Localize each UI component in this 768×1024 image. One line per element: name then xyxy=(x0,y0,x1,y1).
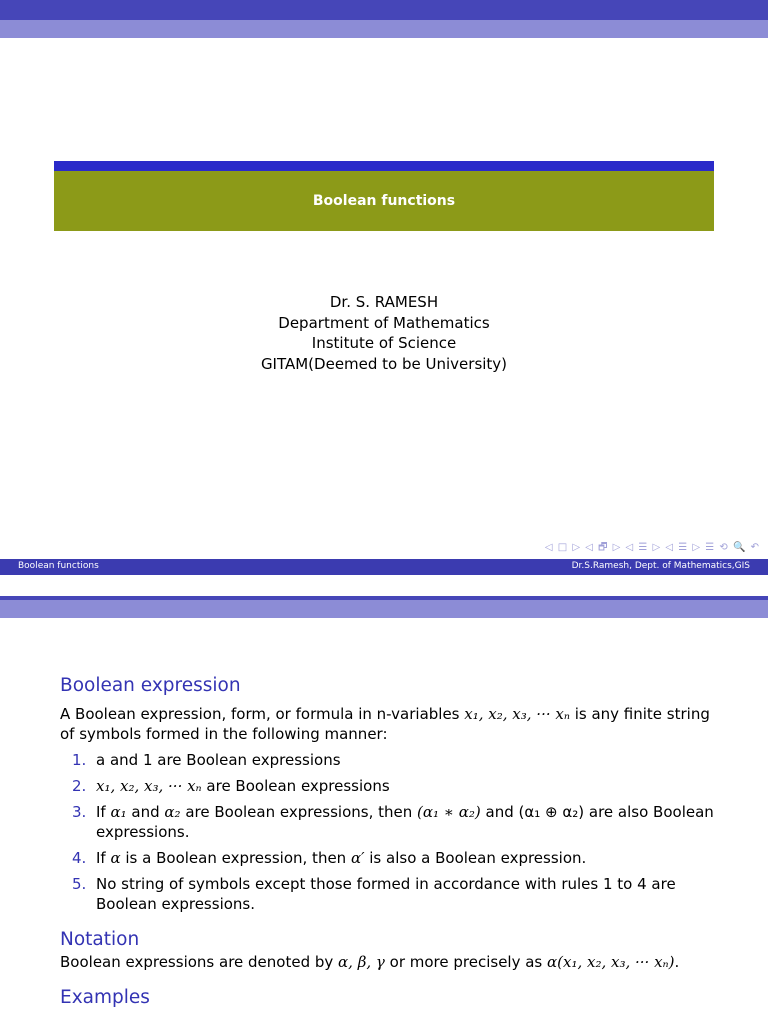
rule-text: If xyxy=(96,849,111,867)
list-item xyxy=(60,874,720,914)
rule-math: α′ xyxy=(350,849,365,867)
rule-math: α₂ xyxy=(164,803,181,821)
rule-text: a and 1 are Boolean expressions xyxy=(96,751,341,769)
author-name: Dr. S. RAMESH xyxy=(329,293,439,311)
rule-math: x₁, x₂, x₃, ··· xₙ xyxy=(96,777,202,795)
content-slide xyxy=(0,596,768,1024)
rules-list xyxy=(60,750,720,914)
list-item xyxy=(60,776,720,796)
title-box-stripe xyxy=(54,161,714,171)
intro-text-b: is any finite string of symbols formed in the following manner: xyxy=(60,705,710,743)
list-number: 5. xyxy=(72,875,87,893)
heading-examples: Examples xyxy=(60,987,150,1008)
rule-math: α xyxy=(110,849,121,867)
list-number: 1. xyxy=(72,751,87,769)
notation-text-b: or more precisely as xyxy=(384,953,548,971)
rule-text: is a Boolean expression, then xyxy=(120,849,351,867)
list-number: 3. xyxy=(72,803,87,821)
rule-text: are Boolean expressions, then xyxy=(180,803,418,821)
intro-math: x₁, x₂, x₃, ··· xₙ xyxy=(464,705,570,723)
beamer-navigation-icons[interactable]: ◁ □ ▷ ◁ 🗗 ▷ ◁ ☰ ▷ ◁ ☰ ▷ ☰ ⟲ 🔍 ↶ xyxy=(544,542,760,553)
title-box-body xyxy=(54,171,714,231)
author-university: GITAM(Deemed to be University) xyxy=(260,354,508,373)
header-subbar xyxy=(0,20,768,38)
slide-content xyxy=(60,674,720,1010)
definition-paragraph xyxy=(60,704,720,744)
author-block xyxy=(0,292,768,374)
notation-paragraph xyxy=(60,952,720,972)
list-item xyxy=(60,848,720,868)
heading-boolean-expression: Boolean expression xyxy=(60,675,241,696)
rule-text: No string of symbols except those formed in accordance with rules 1 to 4 are Boolean expressions. xyxy=(96,875,676,913)
notation-text-c: . xyxy=(674,953,680,971)
list-item xyxy=(60,750,720,770)
heading-notation: Notation xyxy=(60,929,140,950)
notation-math-2: α(x₁, x₂, x₃, ··· xₙ) xyxy=(547,953,675,971)
footer-strip xyxy=(0,575,768,596)
header-subbar xyxy=(0,600,768,618)
list-number: 4. xyxy=(72,849,87,867)
notation-text-a: Boolean expressions are denoted by xyxy=(60,953,339,971)
rule-text: and xyxy=(126,803,165,821)
notation-math-1: α, β, γ xyxy=(338,953,385,971)
rule-text: are Boolean expressions xyxy=(201,777,390,795)
slide-title: Boolean functions xyxy=(312,193,456,209)
intro-text-a: A Boolean expression, form, or formula in n-variables xyxy=(60,705,465,723)
author-department: Department of Mathematics xyxy=(278,313,490,332)
rule-text: If xyxy=(96,803,111,821)
header-bar xyxy=(0,0,768,20)
footer-right-author: Dr.S.Ramesh, Dept. of Mathematics,GIS xyxy=(571,561,750,571)
footer-left-title: Boolean functions xyxy=(18,561,99,571)
rule-math: α₁ xyxy=(110,803,127,821)
footer-bar xyxy=(0,559,768,575)
rule-text: and (α₁ ⊕ α₂) are also Boolean expressions. xyxy=(96,803,714,841)
rule-math: (α₁ ∗ α₂) xyxy=(417,803,481,821)
author-institute: Institute of Science xyxy=(311,334,457,352)
title-box xyxy=(54,161,714,231)
rule-text: is also a Boolean expression. xyxy=(364,849,587,867)
list-number: 2. xyxy=(72,777,87,795)
list-item xyxy=(60,802,720,842)
